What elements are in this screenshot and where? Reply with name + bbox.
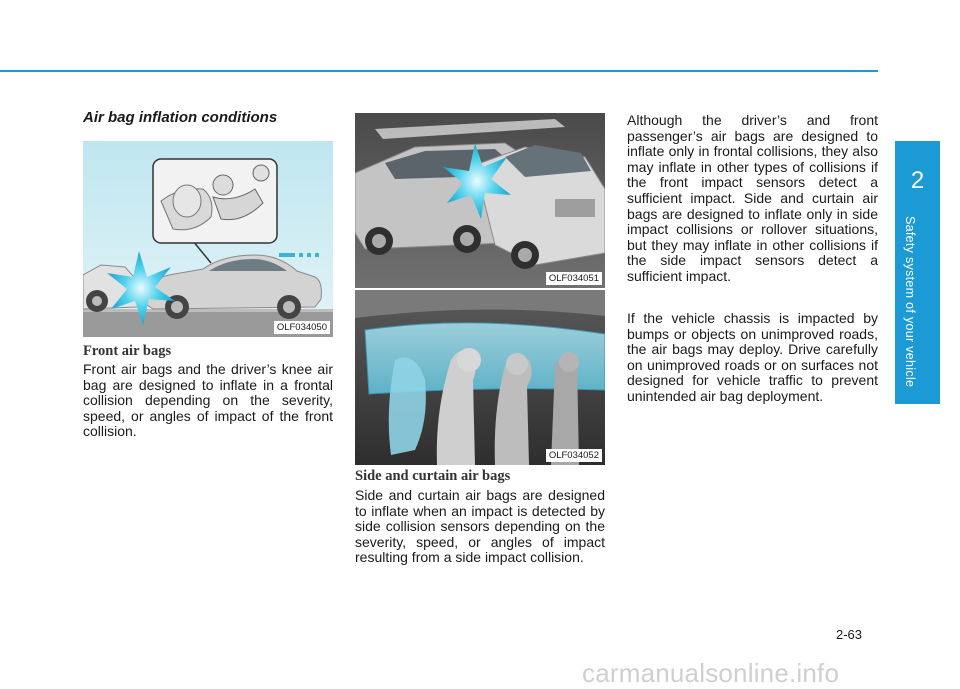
side-curtain-air-bags-title: Side and curtain air bags	[355, 468, 511, 484]
side-curtain-air-bags-body: Side and curtain air bags are designed to inflate when an impact is detected by side collision sensors depending on the severity, speed, or angles of impact resulting from a side impact collision.	[355, 487, 605, 566]
figure-code: OLF034051	[546, 272, 602, 285]
right-paragraph-1: Although the driver’s and front passenger’s air bags are designed to inflate only in frontal collisions, they also may inflate in other types of collisions if the front impact sensors detect a sufficient impact. Side and curtain air bags are designed to inflate only in side impact collisions or rollover situations, but they may inflate in other collisions if the side impact sensors detect a sufficient impact.	[627, 112, 878, 284]
figure-curtain-airbag	[355, 290, 605, 465]
frontal-collision-illustration	[83, 141, 333, 337]
figure-side-collision	[355, 113, 605, 288]
right-paragraph-2: If the vehicle chassis is impacted by bumps or objects on unimproved roads, the air bags may deploy. Drive carefully on unimproved roads or on surfaces not designed for vehicle traffic to prevent unintended air bag deployment.	[627, 310, 878, 404]
figure-frontal-collision	[83, 141, 333, 337]
watermark: carmanualsonline.info	[582, 658, 840, 688]
top-rule	[0, 70, 878, 72]
section-heading: Air bag inflation conditions	[83, 109, 278, 126]
page-number: 2-63	[836, 627, 863, 642]
side-collision-illustration	[355, 113, 605, 288]
front-air-bags-body: Front air bags and the driver’s knee air bag are designed to inflate in a frontal collision depending on the severity, speed, or angles of impact of the front collision.	[83, 361, 333, 440]
chapter-number: 2	[910, 167, 925, 194]
front-air-bags-title: Front air bags	[83, 343, 172, 359]
chapter-tab	[895, 141, 940, 404]
curtain-airbag-illustration	[355, 290, 605, 465]
chapter-title: Safety system of your vehicle	[903, 216, 917, 388]
figure-code: OLF034052	[546, 449, 602, 462]
figure-code: OLF034050	[274, 321, 330, 334]
